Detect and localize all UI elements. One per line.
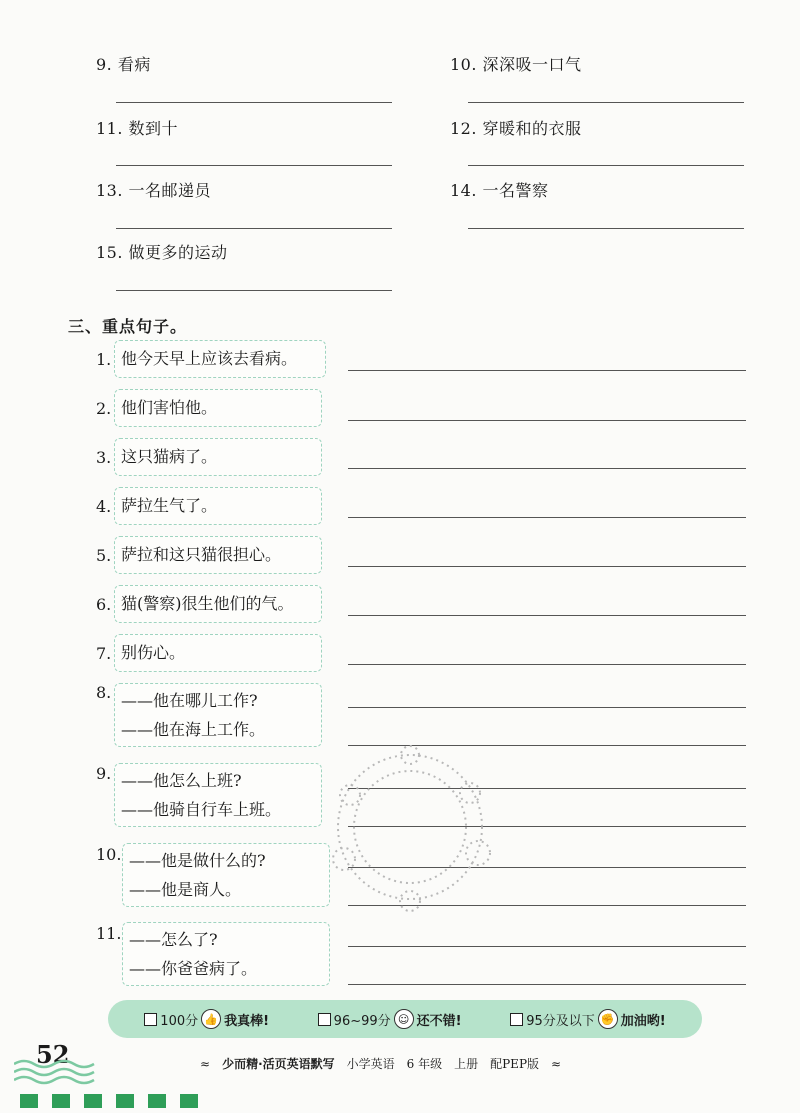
sentence-answer-line[interactable] [348, 468, 746, 469]
section-heading: 三、重点句子。 [68, 317, 188, 336]
sentence-text: 萨拉和这只猫很担心。 [121, 545, 282, 564]
dialogue-prompt-box [114, 763, 322, 827]
thumbs-up-face-icon: 👍 [201, 1009, 221, 1029]
sentence-prompt-box [114, 634, 322, 672]
vocab-item-12: 12. 穿暖和的衣服 [450, 119, 582, 138]
dialogue-prompt-box [122, 922, 330, 986]
dialogue-answer-line[interactable] [348, 946, 746, 947]
checkbox-icon[interactable] [510, 1013, 523, 1026]
score-range: 95分及以下 [526, 1013, 595, 1029]
sentence-text: 他们害怕他。 [121, 398, 218, 417]
checkbox-icon[interactable] [144, 1013, 157, 1026]
score-option-96-99[interactable] [318, 1009, 462, 1029]
sentence-prompt-box [114, 340, 326, 378]
sentence-answer-line[interactable] [348, 615, 746, 616]
smile-face-icon: ☺ [394, 1009, 414, 1029]
sentence-number: 3. [96, 448, 112, 467]
sentence-text: 别伤心。 [121, 643, 186, 662]
vocab-item-15: 15. 做更多的运动 [96, 243, 228, 262]
sentence-number: 2. [96, 399, 112, 418]
vocab-item-11: 11. 数到十 [96, 119, 179, 138]
vocab-answer-line-9[interactable] [116, 102, 392, 103]
dialogue-line: ——你爸爸病了。 [129, 959, 258, 978]
footer-edition: 配PEP版 [490, 1057, 540, 1071]
vocab-answer-line-11[interactable] [116, 165, 392, 166]
cheer-face-icon: ✊ [598, 1009, 618, 1029]
sentence-prompt-box [114, 389, 322, 427]
checkbox-icon[interactable] [318, 1013, 331, 1026]
dialogue-answer-line[interactable] [348, 707, 746, 708]
footer-volume: 上册 [454, 1057, 479, 1071]
sentence-number: 5. [96, 546, 112, 565]
dialogue-prompt-box [122, 843, 330, 907]
wave-decoration-icon [14, 1058, 100, 1088]
green-squares-decoration [20, 1094, 198, 1108]
sentence-text: 他今天早上应该去看病。 [121, 349, 298, 368]
footer-info [200, 1055, 561, 1072]
sentence-number: 10. [96, 845, 122, 864]
sentence-number: 9. [96, 764, 112, 783]
dialogue-answer-line[interactable] [348, 984, 746, 985]
sentence-number: 1. [96, 350, 112, 369]
sentence-answer-line[interactable] [348, 517, 746, 518]
wave-right-icon: ≈ [551, 1056, 562, 1071]
dialogue-prompt-box [114, 683, 322, 747]
stamp-watermark-icon [310, 735, 510, 925]
dialogue-line: ——他骑自行车上班。 [121, 800, 282, 819]
footer-subject: 小学英语 [346, 1057, 395, 1071]
vocab-answer-line-13[interactable] [116, 228, 392, 229]
sentence-text: 这只猫病了。 [121, 447, 218, 466]
dialogue-line: ——怎么了? [129, 930, 218, 949]
sentence-number: 7. [96, 644, 112, 663]
sentence-number: 6. [96, 595, 112, 614]
vocab-answer-line-10[interactable] [468, 102, 744, 103]
dialogue-line: ——他怎么上班? [121, 771, 242, 790]
sentence-text: 萨拉生气了。 [121, 496, 218, 515]
vocab-item-9: 9. 看病 [96, 55, 151, 74]
vocab-answer-line-12[interactable] [468, 165, 744, 166]
score-range: 96~99分 [333, 1013, 391, 1029]
sentence-prompt-box [114, 585, 322, 623]
vocab-item-10: 10. 深深吸一口气 [450, 55, 582, 74]
vocab-answer-line-15[interactable] [116, 290, 392, 291]
sentence-text: 猫(警察)很生他们的气。 [121, 594, 294, 613]
praise-text: 还不错! [416, 1013, 462, 1029]
sentence-prompt-box [114, 536, 322, 574]
wave-left-icon: ≈ [200, 1056, 211, 1071]
praise-text: 加油哟! [620, 1013, 666, 1029]
vocab-answer-line-14[interactable] [468, 228, 744, 229]
vocab-item-14: 14. 一名警察 [450, 181, 549, 200]
page-number: 52 [36, 1040, 70, 1069]
sentence-answer-line[interactable] [348, 566, 746, 567]
footer-series: 少而精·活页英语默写 [222, 1057, 335, 1071]
sentence-answer-line[interactable] [348, 664, 746, 665]
sentence-number: 4. [96, 497, 112, 516]
footer-grade: 6 年级 [406, 1057, 443, 1071]
praise-text: 我真棒! [224, 1013, 270, 1029]
score-range: 100分 [160, 1013, 199, 1029]
dialogue-line: ——他在海上工作。 [121, 720, 266, 739]
sentence-number: 11. [96, 924, 122, 943]
sentence-answer-line[interactable] [348, 370, 746, 371]
dialogue-line: ——他在哪儿工作? [121, 691, 258, 710]
score-bar [108, 1000, 702, 1038]
sentence-prompt-box [114, 487, 322, 525]
score-option-95-below[interactable] [510, 1009, 665, 1029]
dialogue-line: ——他是做什么的? [129, 851, 266, 870]
sentence-answer-line[interactable] [348, 420, 746, 421]
sentence-number: 8. [96, 683, 112, 702]
dialogue-line: ——他是商人。 [129, 880, 242, 899]
score-option-100[interactable] [144, 1009, 269, 1029]
vocab-item-13: 13. 一名邮递员 [96, 181, 212, 200]
sentence-prompt-box [114, 438, 322, 476]
